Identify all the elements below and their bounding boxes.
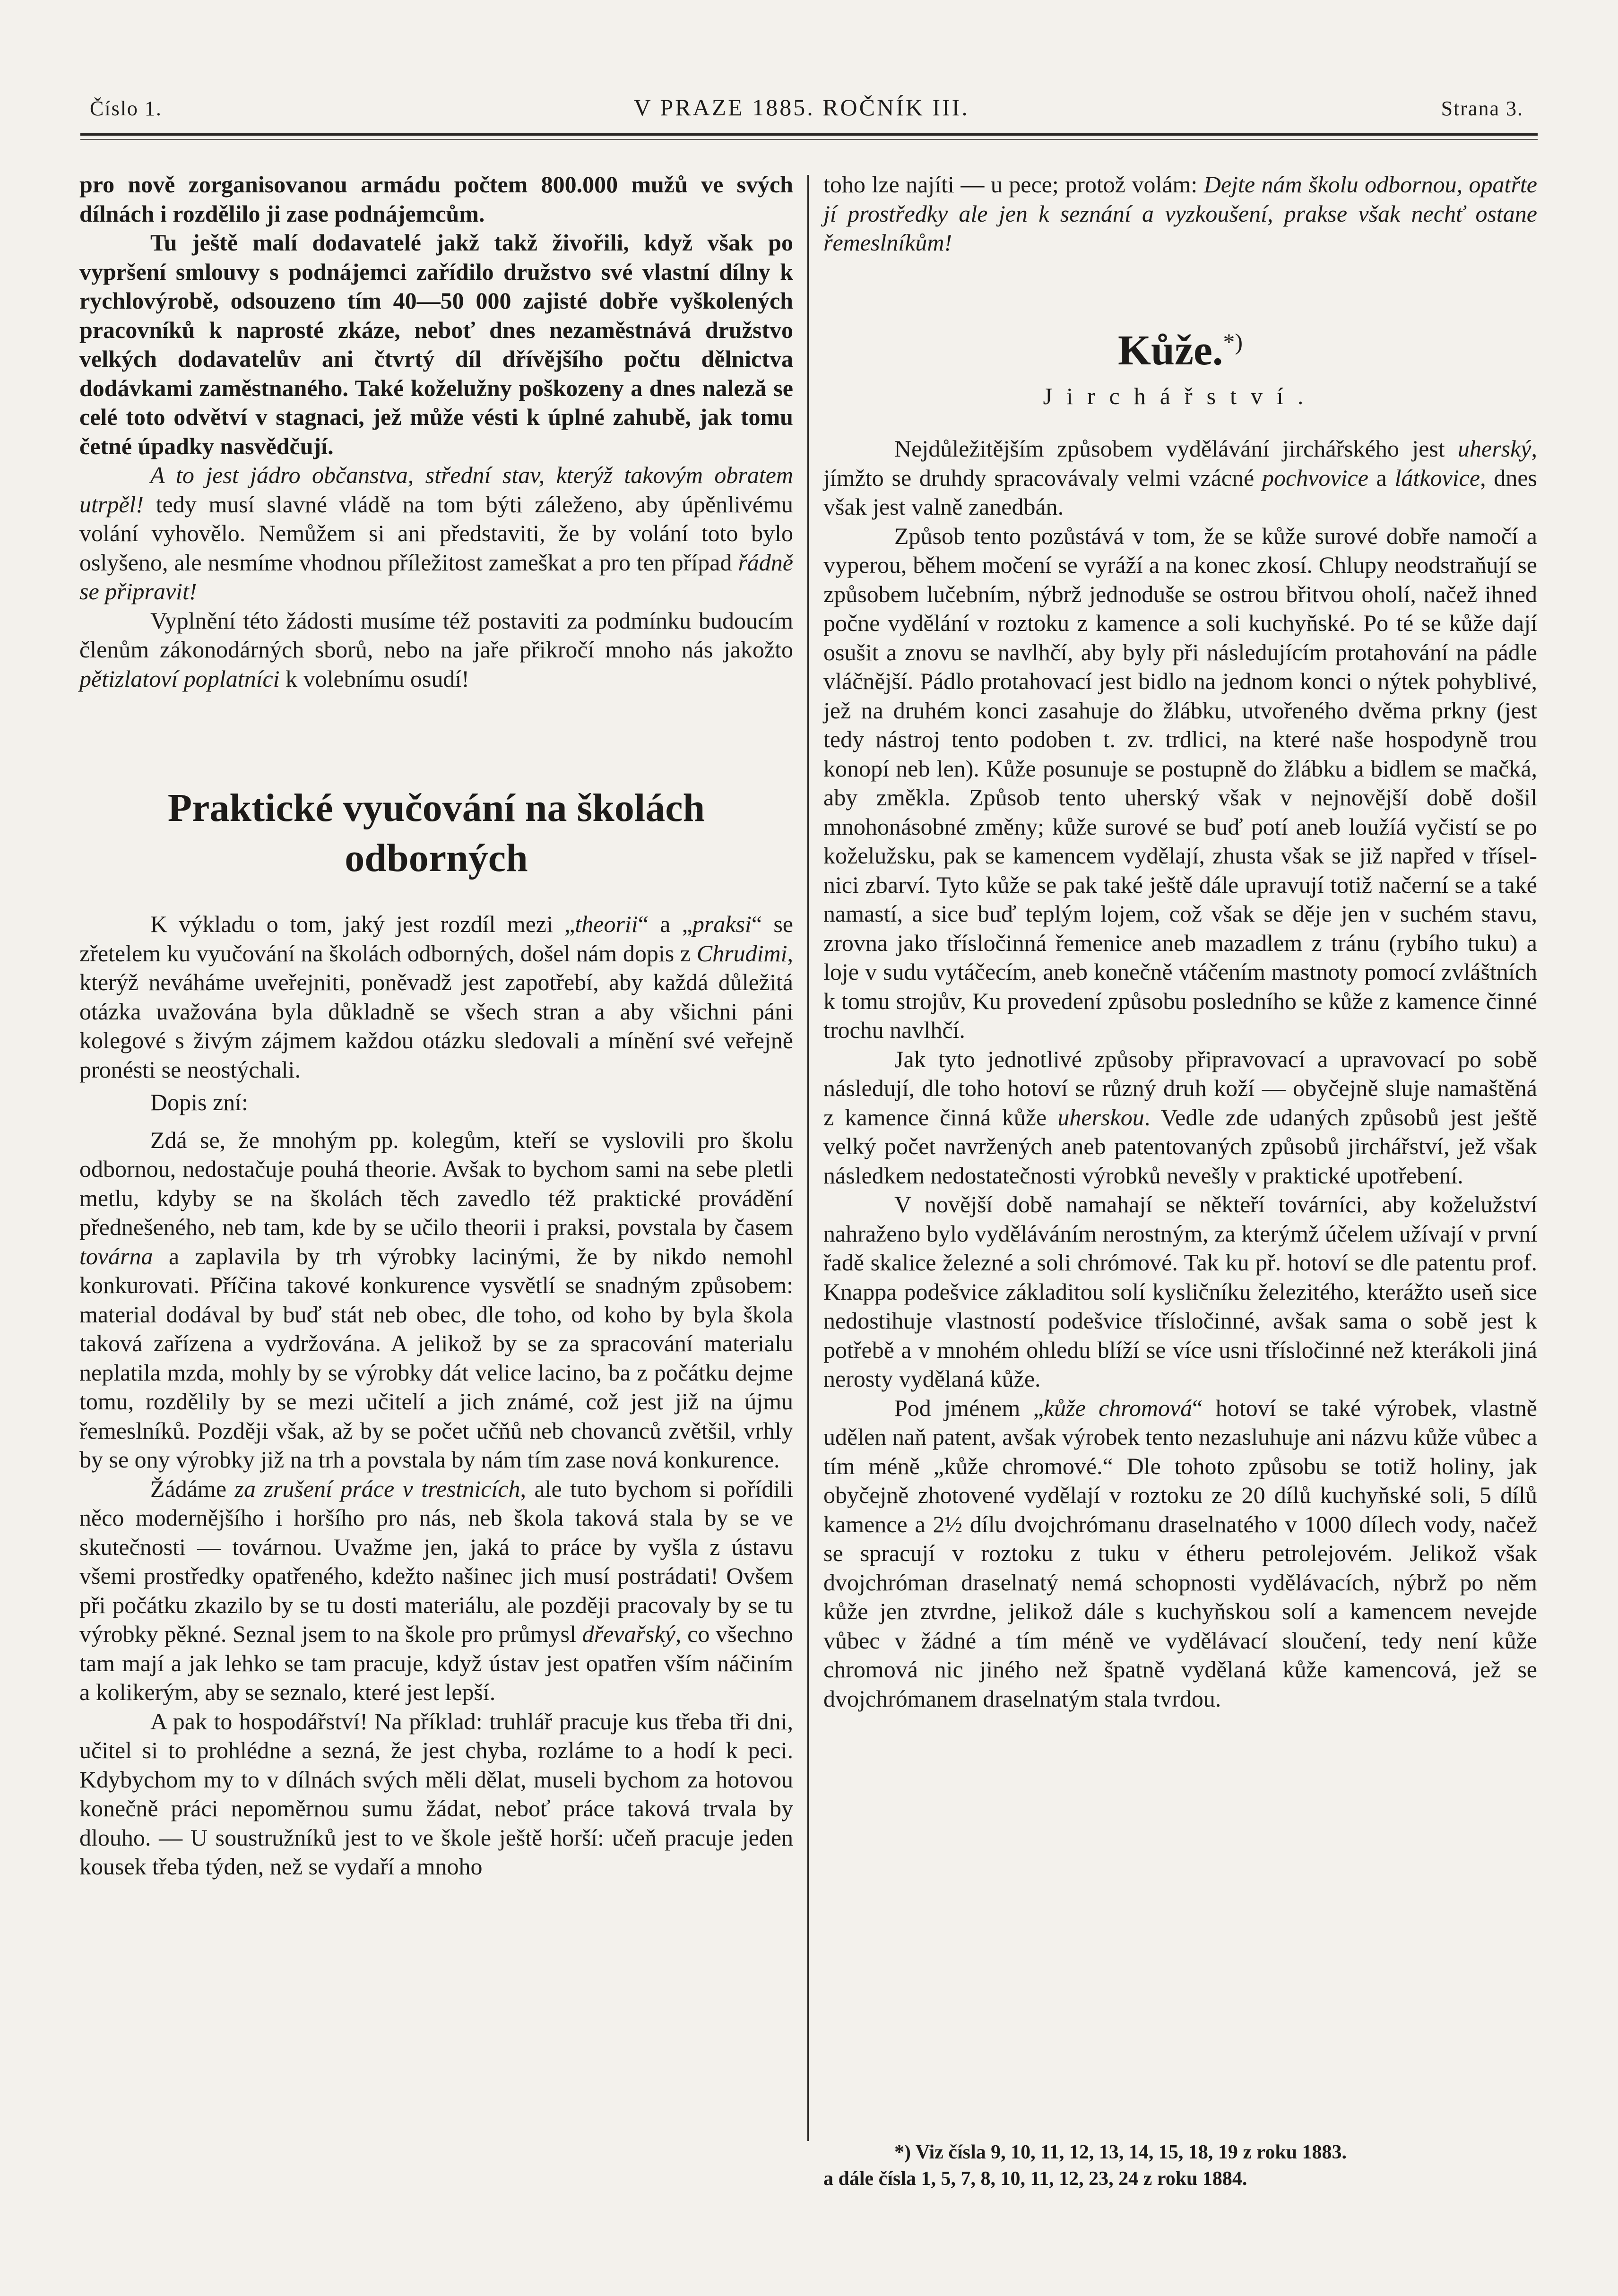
column-divider [807, 175, 809, 2141]
paragraph: Způsob tento pozůstává v tom, že se kůže surové dobře namočí a vyperou, během močení se vyráží a na konec zkosí. Chlupy neodstraňují se způsobem lučebním, nýbrž jednoduše se ostrou břitvou oholí, načež ihned počne vydělání v roztoku z kamence a soli kuchyňské. Po té se kůže dají osušit a znovu se navlhčí, aby byly při následujícím protahování na pádle vláčnější. Pádlo protahovací jest bidlo na jednom konci o nýtek pohyblivé, jež na druhém konci zasahuje do žlábku, utvořeného dvěma prkny (jest tedy nástroj tento podoben t. zv. trdlici, na které naše hospodyně trou konopí neb len). Kůže posunuje se postupně do žlábku a bidlem se mačká, aby změkla. Způsob tento uherský však v nejnovější době došil mnohonásobné změny; kůže surové se buď potí aneb loužíá vyčistí se po koželužsku, pak se kamencem vydělají, zhusta však se již napřed v tříselnici zbarví. Tyto kůže se pak také ještě dále upravují totiž načerní se a také namastí, a sice buď teplým lojem, což však se děje jen v suchém stavu, zrovna jako třísločinná řemenice aneb mazadlem z tránu (rybího tuku) a loje v sudu vytáčecím, aneb konečně vtáčením mastnoty pomocí zvláštních k tomu strojův, Ku provedení způsobu posledního se kůže z kamence činné trochu navlhčí. [823, 522, 1537, 1043]
footnote-mark: *) [1223, 328, 1243, 355]
footnote-line: a dále čísla 1, 5, 7, 8, 10, 11, 12, 23, 24 z roku 1884. [823, 2168, 1247, 2190]
place-year-volume: V PRAZE 1885. ROČNÍK III. [633, 94, 969, 121]
paragraph: Pod jménem „kůže chromová“ hotoví se také výrobek, vlastně udělen naň patent, avšak výrobek tento nezasluhuje ani názvu kůže vůbec a tím méně „kůže chromové.“ Dle tohoto způsobu se totiž holiny, jak obyčejně zhotovené vydělají v roztoku ze 20 dílů kuchyňské soli, 5 dílů kamence a 2½ dílu dvojchrómanu draselnatého v 1000 dílech vody, načež se spracují v roztoku z tuku v étheru petrolejovém. Jelikož však dvojchróman draselnatý nemá schopnosti vydělávacích, nýbrž po něm kůže jen ztvrdne, jelikož dále s kuchyňskou solí a kamencem nevejde vůbec v žádné a tím méně ve vydělávací sloučení, tedy není kůže chromová nic jiného než špatně vydělaná kůže kamencová, jež se dvojchrómanem draselnatým stala tvrdou. [823, 1394, 1537, 1712]
paragraph: Zdá se, že mnohým pp. kolegům, kteří se vyslovili pro školu odbornou, nedostačuje pouhá theorie. Avšak to bychom sami na sebe pletli metlu, kdyby se na školách těch zavedlo též praktické provádění přednešeného, neb tam, kde by se učilo theorii i praksi, povstala by časem továrna a zaplavila by trh výrobky lacinými, že by nikdo nemohl konkurovati. Příčina takové konkurence vysvětlí se snadným způsobem: material dodával by buď stát neb obec, dle toho, od koho by byla škola taková zařízena a vydržována. A jelikož by se za spracování materialu neplatila mzda, mohly by se výrobky dát velice lacino, ba z počátku dejme tomu, rozdělily by se mezi učitelí a jich známé, což jest již na újmu řemeslníků. Později však, až by se počet učňů neb chovanců zvětšil, vrhly by se ony výrobky již na trh a povstala by nám tím zase nová konkurence. [79, 1126, 793, 1473]
paragraph: pro nově zorganisovanou armádu počtem 800.000 mužů ve svých dílnách i rozdělilo ji zase podnájemcům. [79, 171, 793, 227]
italic-text: Dejte nám školu odbornou, opatřte jí prostředky ale jen k seznání a vyzkoušení, prakse však nechť ostane řemeslníkům! [823, 171, 1537, 256]
right-column [823, 170, 1537, 1713]
article-title-kuze: Kůže.*) [1117, 327, 1243, 374]
footnote-line: *) Viz čísla 9, 10, 11, 12, 13, 14, 15, 18, 19 z roku 1883. [894, 2141, 1347, 2163]
paragraph: A to jest jádro občanstva, střední stav, kterýž takovým obratem utrpěl! tedy musí slavné vládě na tom býti záleženo, aby úpěnlivému volání vyhovělo. Nemůžem si ani představiti, že by volání toto bylo oslyšeno, ale nesmíme vhodnou příležitost zameškat a pro ten případ řádně se připravit! [79, 462, 793, 604]
header-rule-thin [80, 139, 1538, 140]
article-title: Praktické vyučování na školách odborných [167, 786, 705, 880]
issue-number: Číslo 1. [90, 97, 162, 120]
header-rule [80, 133, 1538, 136]
paragraph: Tu ještě malí dodavatelé jakž takž živořili, když však po vypršení smlouvy s podnájemci zařídilo družstvo své vlastní dílny k rychlovýrobě, odsouzeno tím 40—50 000 zajisté dobře vyškolených pracovníků k naprosté zkáze, neboť dnes nezaměstnává družstvo velkých dodavatelův ani čtvrtý díl dřívějšího počtu dělnictva dodávkami zaměstnaného. Také koželužny poškozeny a dnes naleză se celé toto odvětví v stagnaci, jež může vésti k úplné zahubě, jak tomu četné úpadky nasvědčují. [79, 229, 793, 459]
paragraph: A pak to hospodářství! Na příklad: truhlář pracuje kus třeba tři dni, učitel si to prohlédne a sezná, že jest chyba, rozláme to a hodí k peci. Kdybychom my to v dílnách svých měli dělat, museli bychom za hotovou konečně práci nepoměrnou sumu žádat, neboť práce taková trvala by dlouho. — U soustružníků jest to ve škole ještě horší: učeň pracuje jeden kousek třeba týden, než se vydaří a mnoho [79, 1708, 793, 1880]
paragraph: K výkladu o tom, jaký jest rozdíl mezi „theorii“ a „praksi“ se zřetelem ku vyučování na školách odborných, došel nám dopis z Chrudimi, kterýž neváháme uveřejniti, poněvadž jest zapotřebí, aby každá důležitá otázka uvažována byla důkladně se všech stran a aby všichni páni kolegové s živým zájmem každou otázku sledovali a mínění své veřejně pronésti se neostýchali. [79, 911, 793, 1083]
article-subtitle: Jirchářství. [1043, 382, 1318, 409]
paragraph: Jak tyto jednotlivé způsoby připravovací a upravovací po sobě následují, dle toho hotoví se různý druh koží — obyčejně sluje namaštěná z kamence činná kůže uherskou. Vedle zde udaných způsobů jest ještě velký počet navržených aneb patentovaných způsobů jirchářství, jež však následkem nedostatečnosti výrobků nevešly v praktické upotřebení. [823, 1045, 1538, 1189]
page-number: Strana 3. [1441, 97, 1523, 120]
paragraph: Nejdůležitějším způsobem vydělávání jirchářského jest uherský, jímžto se druhdy spracovávaly velmi vzácné pochvovice a látkovice, dnes však jest valně zanedbán. [823, 435, 1537, 520]
running-head [90, 94, 1523, 121]
paragraph: Žádáme za zrušení práce v trestnicích, ale tuto bychom si pořídili něco modernějšího i horšího pro nás, neb škola taková stala by se ve skutečnosti — továrnou. Uvažme jen, jaká to práce by vyšla z ústavu všemi prostředky opatřeného, kdežto našinec jich musí postrádati! Ovšem při počátku zkazilo by se tu dosti materiálu, ale později pracovaly by se tu výrobky pěkné. Seznal jsem to na škole pro průmysl dřevařský, co všechno tam mají a jak lehko se tam pracuje, když ústav jest opatřen vším náčiním a kolikerým, aby se seznalo, které jest lepší. [79, 1475, 793, 1705]
paragraph: Vyplnění této žádosti musíme též postaviti za podmínku budoucím členům zákonodárných sborů, nebo na jaře přikročí mnoho nás jakožto pětizlatoví poplatníci k volebnímu osudí! [79, 607, 793, 692]
paragraph: toho lze najíti — u pece; protož volám: Dejte nám školu odbornou, opatřte jí prostředky ale jen k seznání a vyzkoušení, prakse však nechť ostane řemeslníkům! [823, 171, 1537, 256]
italic-text: řádně se připravit! [79, 549, 793, 604]
italic-text: pětizlatoví poplatníci [79, 665, 280, 692]
left-column [79, 170, 793, 1882]
footnote [823, 2139, 1537, 2192]
paragraph: V novější době namahají se někteří továrníci, aby koželužství nahraženo bylo vyděláváním nerostným, za kterýmž účelem užívají v první řadě skalice železné a soli chrómové. Tak ku př. hotoví se dle patentu prof. Knappa podešvice základitou solí kysličníku železitého, kterážto useň sice nedostihuje vlastností podešvice třísločinné, avšak sama o sobě jest k potřebě a v mnohém ohledu blíží se více usni třísločinné než kterákoli jiná nerosty vydělaná kůže. [823, 1191, 1537, 1392]
paragraph: Dopis zní: [150, 1089, 248, 1115]
italic-text: A to jest jádro občanstva, střední stav, kterýž takovým obratem utrpěl! [79, 462, 793, 518]
